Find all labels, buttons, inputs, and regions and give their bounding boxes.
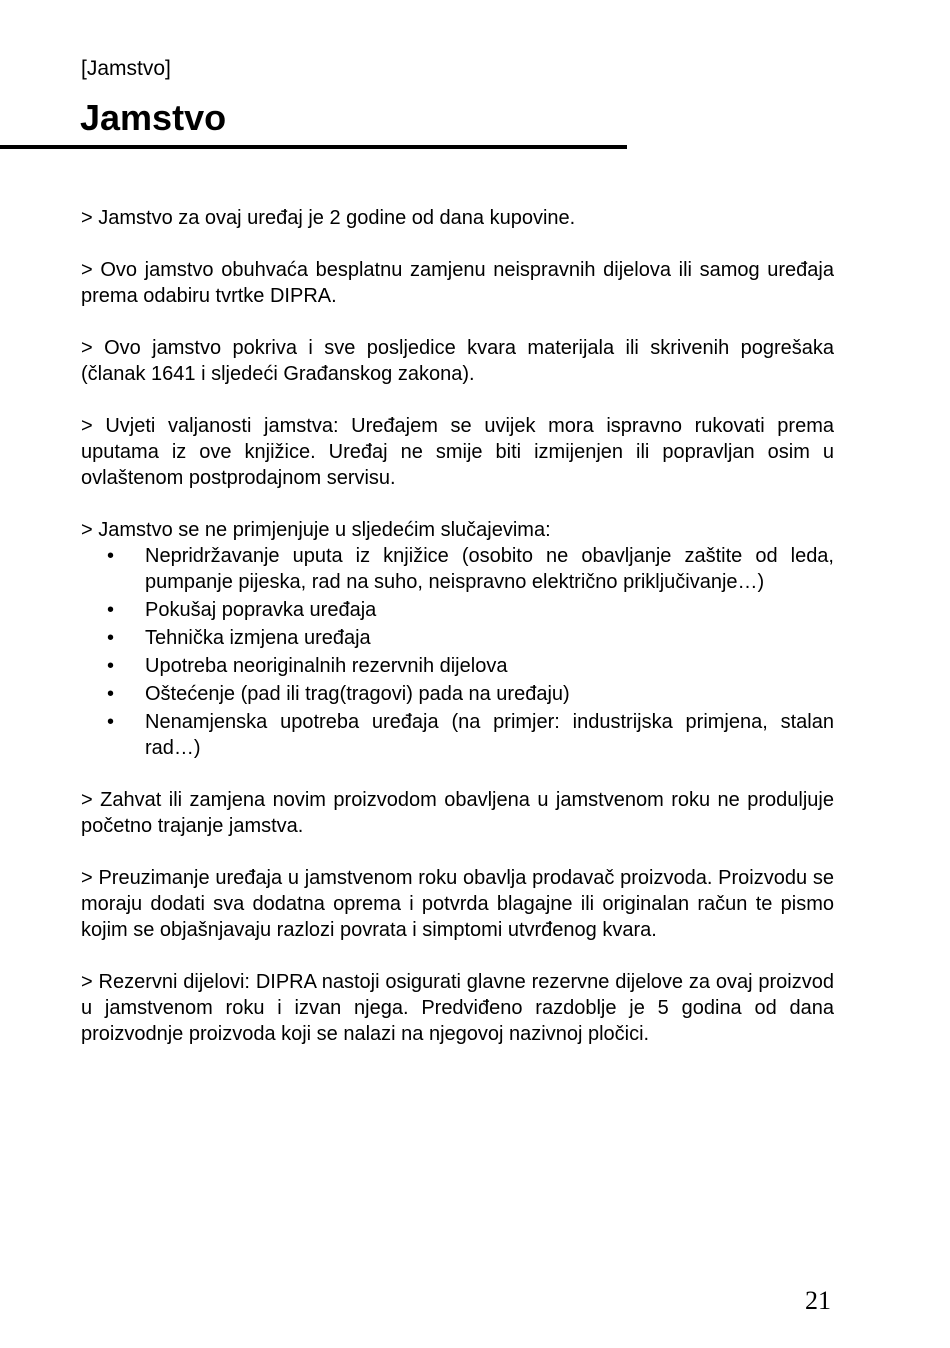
warranty-coverage-paragraph: > Ovo jamstvo obuhvaća besplatnu zamjenu neispravnih dijelova ili samog uređaja prema odabiru tvrtke DIPRA. <box>81 259 834 307</box>
exclusions-list <box>81 543 834 761</box>
list-item-text: Upotreba neoriginalnih rezervnih dijelova <box>145 655 508 677</box>
list-item <box>81 625 834 651</box>
exclusions-lead-paragraph: > Jamstvo se ne primjenjuje u sljedećim slučajevima: <box>81 519 551 541</box>
list-item <box>81 653 834 679</box>
list-item-text: Nenamjenska upotreba uređaja (na primjer: industrijska primjena, stalan rad…) <box>145 711 834 759</box>
page-title: Jamstvo <box>80 97 227 138</box>
warranty-duration-paragraph: > Jamstvo za ovaj uređaj je 2 godine od dana kupovine. <box>81 207 576 229</box>
bullet-icon: • <box>107 711 115 733</box>
bullet-icon: • <box>107 655 115 677</box>
page-number: 21 <box>805 1286 831 1315</box>
list-item <box>81 681 834 707</box>
warranty-extension-paragraph: > Zahvat ili zamjena novim proizvodom obavljena u jamstvenom roku ne produljuje početno trajanje jamstva. <box>81 789 834 837</box>
list-item-text: Nepridržavanje uputa iz knjižice (osobito ne obavljanje zaštite od leda, pumpanje pijeska, rad na suho, neispravno električno priključivanje…) <box>145 545 834 593</box>
list-item-text: Tehnička izmjena uređaja <box>145 627 371 649</box>
warranty-conditions-paragraph: > Uvjeti valjanosti jamstva: Uređajem se uvijek mora ispravno rukovati prema uputama iz ove knjižice. Uređaj ne smije biti izmijenjen ili popravljan osim u ovlaštenom postprodajnom servisu. <box>81 415 834 489</box>
document-body <box>81 205 834 1073</box>
list-item <box>81 543 834 595</box>
spare-parts-paragraph: > Rezervni dijelovi: DIPRA nastoji osigurati glavne rezervne dijelove za ovaj proizvod u jamstvenom roku i izvan njega. Predviđeno razdoblje je 5 godina od dana proizvodnje proizvoda koji se nalazi na njegovoj nazivnoj pločici. <box>81 971 834 1045</box>
breadcrumb: [Jamstvo] <box>81 57 171 80</box>
bullet-icon: • <box>107 599 115 621</box>
list-item-text: Pokušaj popravka uređaja <box>145 599 377 621</box>
bullet-icon: • <box>107 683 115 705</box>
bullet-icon: • <box>107 545 115 567</box>
list-item-text: Oštećenje (pad ili trag(tragovi) pada na uređaju) <box>145 683 570 705</box>
title-divider <box>0 145 627 149</box>
list-item <box>81 597 834 623</box>
warranty-defects-paragraph: > Ovo jamstvo pokriva i sve posljedice kvara materijala ili skrivenih pogrešaka (članak 1641 i sljedeći Građanskog zakona). <box>81 337 834 385</box>
list-item <box>81 709 834 761</box>
bullet-icon: • <box>107 627 115 649</box>
warranty-return-paragraph: > Preuzimanje uređaja u jamstvenom roku obavlja prodavač proizvoda. Proizvodu se moraju dodati sva dodatna oprema i potvrda blagajne ili originalan račun te pismo kojim se objašnjavaju razlozi povrata i simptomi utvrđenog kvara. <box>81 867 834 941</box>
